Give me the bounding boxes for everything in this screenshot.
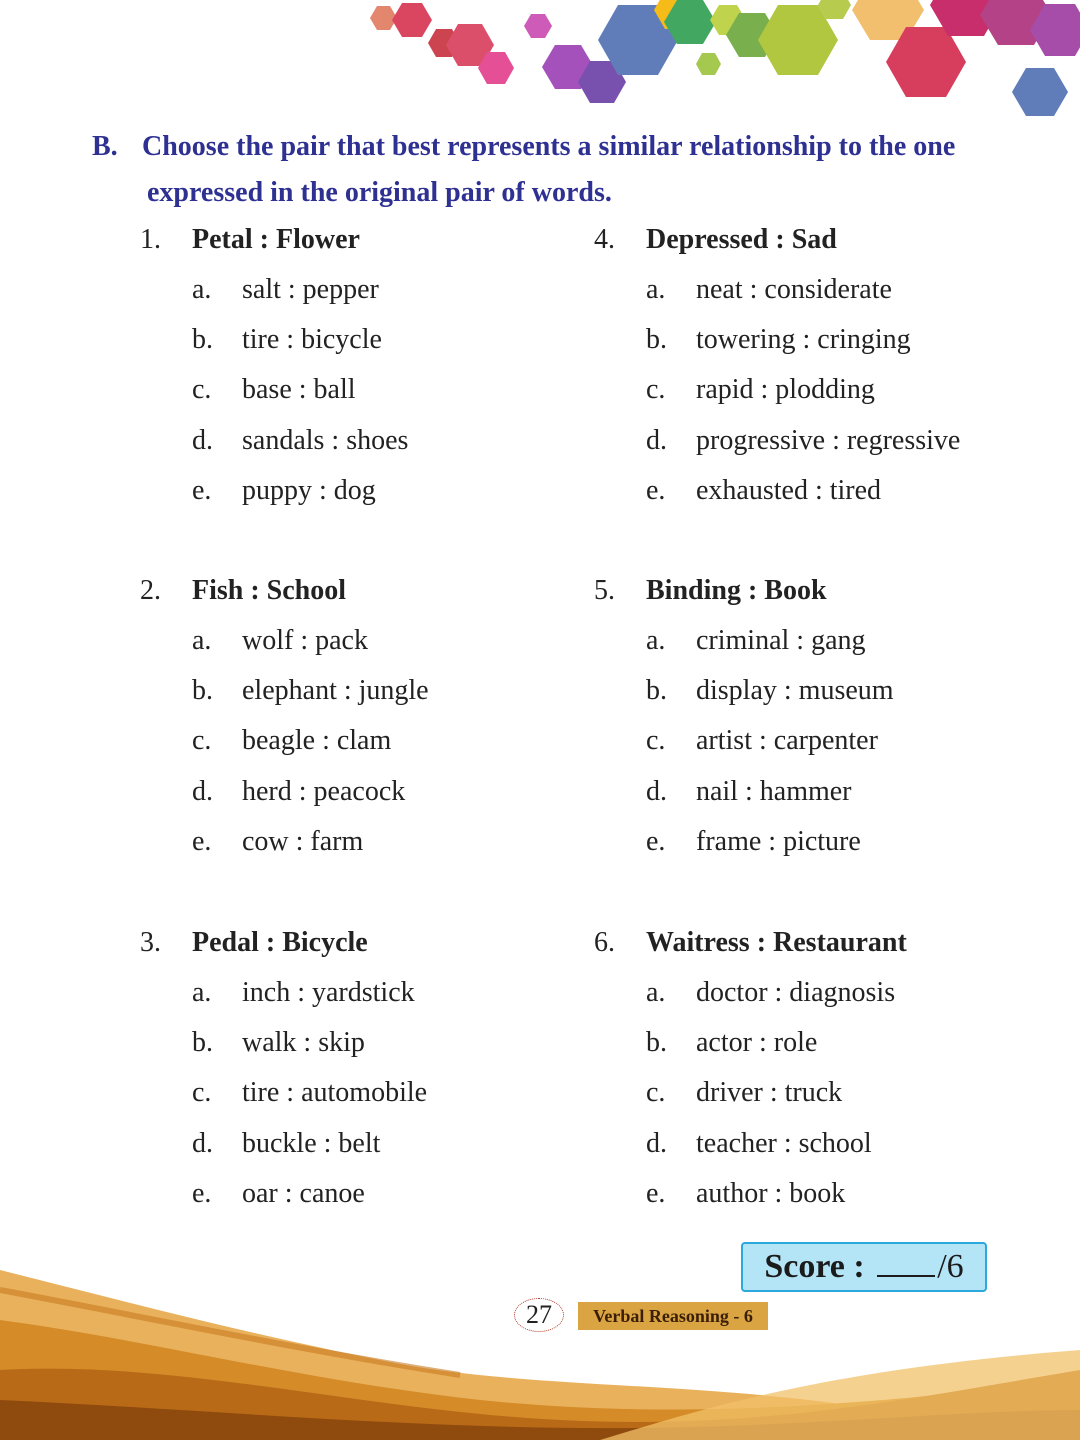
option-letter: e. xyxy=(192,1177,212,1209)
option-text: display : museum xyxy=(696,675,894,707)
option-b[interactable] xyxy=(140,666,580,716)
option-text: driver : truck xyxy=(696,1077,843,1109)
option-letter: d. xyxy=(646,1127,667,1159)
option-text: inch : yardstick xyxy=(242,977,415,1008)
option-text: criminal : gang xyxy=(696,625,866,656)
page-number: 27 xyxy=(514,1298,564,1332)
question-pair: Waitress : Restaurant xyxy=(646,927,907,958)
option-a[interactable] xyxy=(140,968,580,1018)
option-text: frame : picture xyxy=(696,825,861,857)
option-e[interactable] xyxy=(594,466,1034,516)
option-letter: b. xyxy=(192,1027,213,1059)
option-text: teacher : school xyxy=(696,1127,872,1159)
question-number: 5. xyxy=(594,575,615,606)
instruction-line-2: expressed in the original pair of words. xyxy=(147,177,612,208)
option-text: buckle : belt xyxy=(242,1127,381,1159)
question-4 xyxy=(594,215,1034,516)
option-a[interactable] xyxy=(594,968,1034,1018)
option-letter: b. xyxy=(646,675,667,707)
option-d[interactable] xyxy=(140,767,580,817)
question-number: 2. xyxy=(140,575,161,606)
option-letter: d. xyxy=(192,424,213,456)
option-d[interactable] xyxy=(594,416,1034,466)
option-letter: d. xyxy=(192,1127,213,1159)
option-text: rapid : plodding xyxy=(696,374,875,406)
question-number: 6. xyxy=(594,927,615,958)
question-6 xyxy=(594,918,1034,1219)
question-2 xyxy=(140,566,580,867)
option-letter: e. xyxy=(192,474,212,506)
option-b[interactable] xyxy=(140,1018,580,1068)
option-text: towering : cringing xyxy=(696,324,911,356)
question-pair: Pedal : Bicycle xyxy=(192,927,368,958)
option-a[interactable] xyxy=(594,616,1034,666)
question-number: 1. xyxy=(140,224,161,255)
score-label: Score : xyxy=(764,1248,865,1285)
hexagon-decoration xyxy=(0,0,1080,130)
question-pair: Fish : School xyxy=(192,575,347,606)
option-c[interactable] xyxy=(140,365,580,415)
question-number: 4. xyxy=(594,224,615,255)
option-letter: e. xyxy=(646,825,666,857)
option-letter: a. xyxy=(192,977,212,1008)
option-text: artist : carpenter xyxy=(696,725,878,757)
option-letter: d. xyxy=(646,775,667,807)
option-letter: a. xyxy=(646,274,666,305)
option-text: tire : bicycle xyxy=(242,324,382,356)
option-letter: c. xyxy=(192,725,212,757)
option-e[interactable] xyxy=(594,1169,1034,1219)
question-pair: Petal : Flower xyxy=(192,224,360,255)
option-letter: b. xyxy=(646,324,667,356)
option-text: elephant : jungle xyxy=(242,675,429,707)
option-text: progressive : regressive xyxy=(696,424,961,456)
question-5 xyxy=(594,566,1034,867)
option-text: nail : hammer xyxy=(696,775,852,807)
question-number: 3. xyxy=(140,927,161,958)
option-b[interactable] xyxy=(594,315,1034,365)
option-text: base : ball xyxy=(242,374,356,406)
option-letter: a. xyxy=(646,977,666,1008)
option-text: tire : automobile xyxy=(242,1077,428,1109)
option-d[interactable] xyxy=(594,767,1034,817)
question-1 xyxy=(140,215,580,516)
score-box[interactable] xyxy=(741,1242,987,1292)
option-text: salt : pepper xyxy=(242,274,379,305)
option-c[interactable] xyxy=(140,1068,580,1118)
option-c[interactable] xyxy=(140,716,580,766)
option-text: puppy : dog xyxy=(242,474,376,506)
option-letter: a. xyxy=(646,625,666,656)
option-c[interactable] xyxy=(594,716,1034,766)
option-e[interactable] xyxy=(140,466,580,516)
section-letter: B. xyxy=(92,131,118,162)
option-text: beagle : clam xyxy=(242,725,392,757)
option-b[interactable] xyxy=(594,1018,1034,1068)
score-total: /6 xyxy=(937,1248,964,1285)
option-a[interactable] xyxy=(140,265,580,315)
option-d[interactable] xyxy=(140,416,580,466)
question-pair: Binding : Book xyxy=(646,575,827,606)
option-text: sandals : shoes xyxy=(242,424,409,456)
option-letter: e. xyxy=(192,825,212,857)
option-text: herd : peacock xyxy=(242,775,406,807)
option-d[interactable] xyxy=(140,1119,580,1169)
option-text: actor : role xyxy=(696,1027,818,1059)
option-text: doctor : diagnosis xyxy=(696,977,896,1008)
option-a[interactable] xyxy=(140,616,580,666)
option-text: exhausted : tired xyxy=(696,474,882,506)
option-text: oar : canoe xyxy=(242,1177,365,1209)
option-e[interactable] xyxy=(140,1169,580,1219)
option-letter: e. xyxy=(646,1177,666,1209)
option-a[interactable] xyxy=(594,265,1034,315)
question-3 xyxy=(140,918,580,1219)
option-text: neat : considerate xyxy=(696,274,892,305)
option-letter: c. xyxy=(646,725,666,757)
option-b[interactable] xyxy=(140,315,580,365)
option-letter: c. xyxy=(192,374,212,406)
option-letter: a. xyxy=(192,274,212,305)
option-letter: c. xyxy=(646,374,666,406)
option-e[interactable] xyxy=(594,817,1034,867)
score-blank[interactable] xyxy=(877,1249,935,1277)
option-c[interactable] xyxy=(594,1068,1034,1118)
instruction-line-1: Choose the pair that best represents a similar relationship to the one xyxy=(142,131,956,162)
option-text: wolf : pack xyxy=(242,625,368,656)
option-text: author : book xyxy=(696,1177,846,1209)
option-letter: b. xyxy=(192,675,213,707)
option-letter: e. xyxy=(646,474,666,506)
option-e[interactable] xyxy=(140,817,580,867)
option-letter: d. xyxy=(192,775,213,807)
option-c[interactable] xyxy=(594,365,1034,415)
option-letter: c. xyxy=(646,1077,666,1109)
option-letter: d. xyxy=(646,424,667,456)
option-b[interactable] xyxy=(594,666,1034,716)
option-letter: b. xyxy=(646,1027,667,1059)
option-letter: a. xyxy=(192,625,212,656)
option-letter: b. xyxy=(192,324,213,356)
book-title-tag: Verbal Reasoning - 6 xyxy=(578,1302,768,1330)
question-pair: Depressed : Sad xyxy=(646,224,837,255)
option-text: walk : skip xyxy=(242,1027,365,1059)
option-letter: c. xyxy=(192,1077,212,1109)
option-text: cow : farm xyxy=(242,825,364,857)
option-d[interactable] xyxy=(594,1119,1034,1169)
